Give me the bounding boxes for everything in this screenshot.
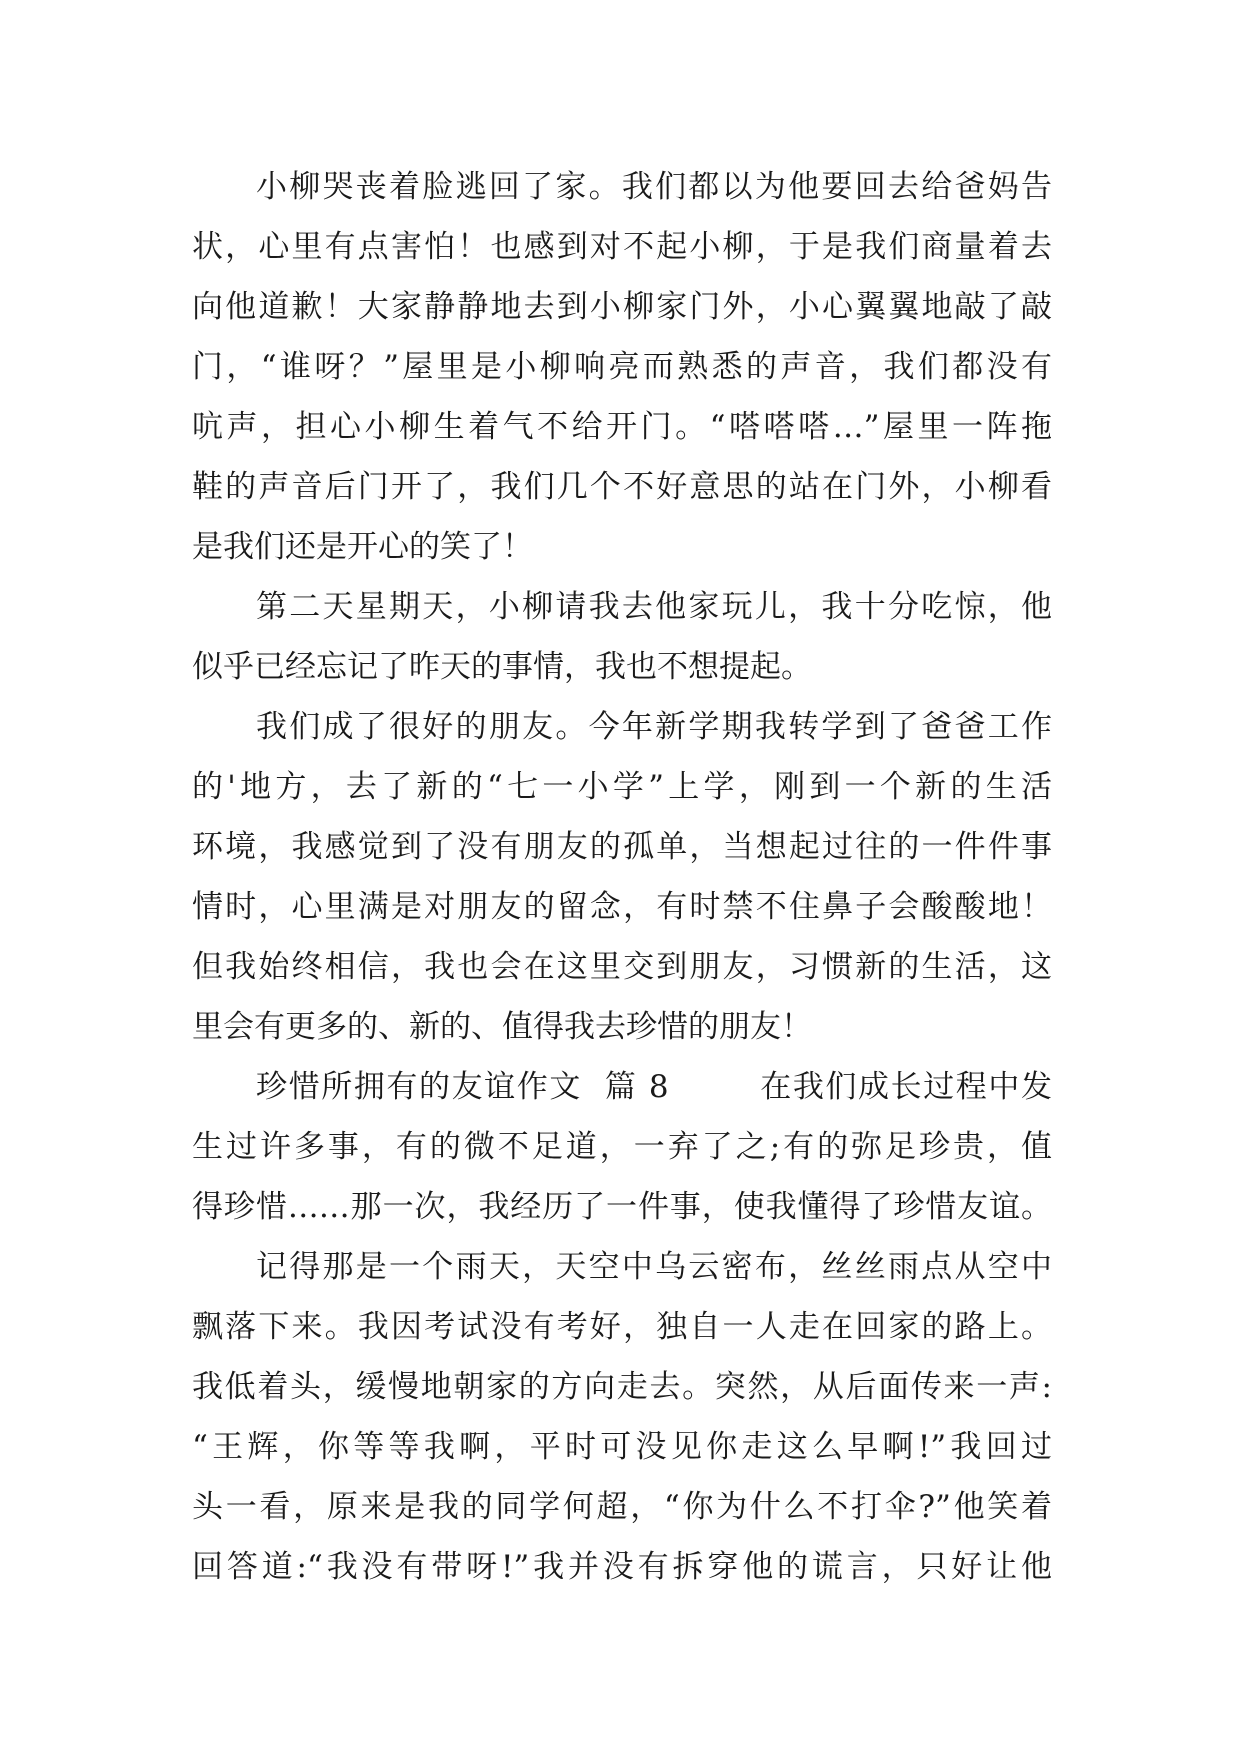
- text-line: 生过许多事，有的微不足道，一弃了之;有的弥足珍贵，值: [192, 1129, 1052, 1165]
- text-line: 小柳哭丧着脸逃回了家。我们都以为他要回去给爸妈告: [256, 169, 1052, 205]
- paragraph: [192, 577, 1052, 697]
- article-body: [192, 157, 1052, 1597]
- text-line: 我们成了很好的朋友。今年新学期我转学到了爸爸工作: [256, 709, 1052, 745]
- text-line: 头一看，原来是我的同学何超，“你为什么不打伞?”他笑着: [192, 1489, 1052, 1525]
- text-line: 情时，心里满是对朋友的留念，有时禁不住鼻子会酸酸地！: [192, 889, 1052, 925]
- paragraph: [192, 697, 1052, 1057]
- paragraph: [192, 1057, 1052, 1237]
- text-line: 但我始终相信，我也会在这里交到朋友，习惯新的生活，这: [192, 949, 1052, 985]
- text-line: 门，“谁呀？”屋里是小柳响亮而熟悉的声音，我们都没有: [192, 349, 1052, 385]
- text-line: 飘落下来。我因考试没有考好，独自一人走在回家的路上。: [192, 1309, 1052, 1345]
- text-line: 向他道歉！大家静静地去到小柳家门外，小心翼翼地敲了敲: [192, 289, 1052, 325]
- paragraph: [192, 1237, 1052, 1597]
- text-line: 似乎已经忘记了昨天的事情，我也不想提起。: [192, 649, 812, 685]
- text-line: 我低着头，缓慢地朝家的方向走去。突然，从后面传来一声:: [192, 1369, 1052, 1405]
- text-line: 状，心里有点害怕！也感到对不起小柳，于是我们商量着去: [192, 229, 1052, 265]
- paragraph: [192, 157, 1052, 577]
- text-line: “王辉，你等等我啊，平时可没见你走这么早啊!”我回过: [192, 1429, 1052, 1465]
- text-line: 得珍惜……那一次，我经历了一件事，使我懂得了珍惜友谊。: [192, 1189, 1052, 1225]
- text-line: 珍惜所拥有的友谊作文 篇 8 在我们成长过程中发: [256, 1069, 1052, 1105]
- text-line: 的'地方，去了新的“七一小学”上学，刚到一个新的生活: [192, 769, 1052, 805]
- text-line: 回答道:“我没有带呀!”我并没有拆穿他的谎言，只好让他: [192, 1549, 1052, 1585]
- text-line: 记得那是一个雨天，天空中乌云密布，丝丝雨点从空中: [256, 1249, 1052, 1285]
- text-line: 里会有更多的、新的、值得我去珍惜的朋友！: [192, 1009, 812, 1045]
- text-line: 环境，我感觉到了没有朋友的孤单，当想起过往的一件件事: [192, 829, 1052, 865]
- text-line: 吭声，担心小柳生着气不给开门。“嗒嗒嗒…”屋里一阵拖: [192, 409, 1052, 445]
- text-line: 第二天星期天，小柳请我去他家玩儿，我十分吃惊，他: [256, 589, 1052, 625]
- text-line: 鞋的声音后门开了，我们几个不好意思的站在门外，小柳看: [192, 469, 1052, 505]
- text-line: 是我们还是开心的笑了！: [192, 529, 533, 565]
